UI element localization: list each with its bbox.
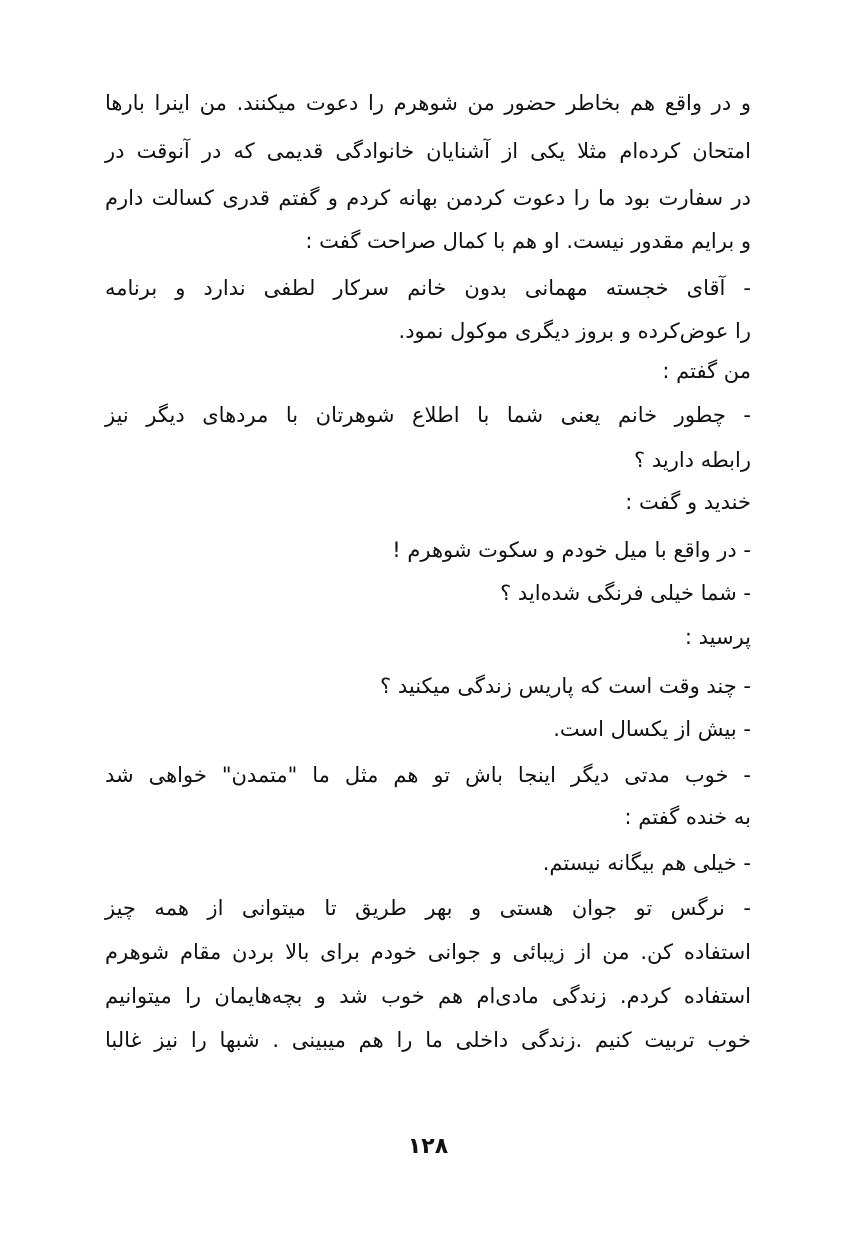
text-line-18: - خیلی هم بیگانه نیستم. bbox=[542, 851, 751, 875]
text-line-21: استفاده کردم. زندگی مادی‌ام هم خوب شد و بچه‌هایمان را میتوانیم bbox=[105, 984, 751, 1008]
text-line-14: - چند وقت است که پاریس زندگی میکنید ؟ bbox=[380, 674, 751, 698]
text-line-4: و برایم مقدور نیست. او هم با کمال صراحت گفت : bbox=[305, 229, 751, 253]
text-line-19: - نرگس تو جوان هستی و بهر طریق تا میتوانی از همه چیز bbox=[105, 896, 751, 920]
text-line-10: خندید و گفت : bbox=[625, 490, 751, 514]
page-number: ۱۲۸ bbox=[407, 1134, 449, 1159]
text-line-6: را عوض‌کرده و بروز دیگری موکول نمود. bbox=[398, 319, 751, 343]
text-line-5: - آقای خجسته مهمانی بدون خانم سرکار لطفی ندارد و برنامه bbox=[105, 276, 751, 300]
text-line-12: - شما خیلی فرنگی شده‌اید ؟ bbox=[500, 581, 751, 605]
text-line-8: - چطور خانم یعنی شما با اطلاع شوهرتان با مردهای دیگر نیز bbox=[105, 403, 751, 427]
text-line-15: - بیش از یکسال است. bbox=[553, 717, 751, 741]
text-line-7: من گفتم : bbox=[662, 359, 751, 383]
text-line-3: در سفارت بود ما را دعوت کردمن بهانه کردم و گفتم قدری کسالت دارم bbox=[105, 186, 751, 210]
text-line-17: به خنده گفتم : bbox=[624, 805, 751, 829]
text-line-20: استفاده کن. من از زیبائی و جوانی خودم برای بالا بردن مقام شوهرم bbox=[105, 940, 751, 964]
text-line-13: پرسید : bbox=[684, 625, 751, 649]
text-line-11: - در واقع با میل خودم و سکوت شوهرم ! bbox=[392, 538, 751, 562]
text-line-1: و در واقع هم بخاطر حضور من شوهرم را دعوت میکنند. من اینرا بارها bbox=[105, 91, 751, 115]
text-line-22: خوب تربیت کنیم .زندگی داخلی ما را هم میبینی . شبها را نیز غالبا bbox=[105, 1028, 751, 1052]
text-line-9: رابطه دارید ؟ bbox=[634, 448, 751, 472]
text-line-2: امتحان کرده‌ام مثلا یکی از آشنایان خانوادگی قدیمی که در آنوقت در bbox=[105, 139, 751, 163]
text-line-16: - خوب مدتی دیگر اینجا باش تو هم مثل ما "متمدن" خواهی شد bbox=[105, 763, 751, 787]
